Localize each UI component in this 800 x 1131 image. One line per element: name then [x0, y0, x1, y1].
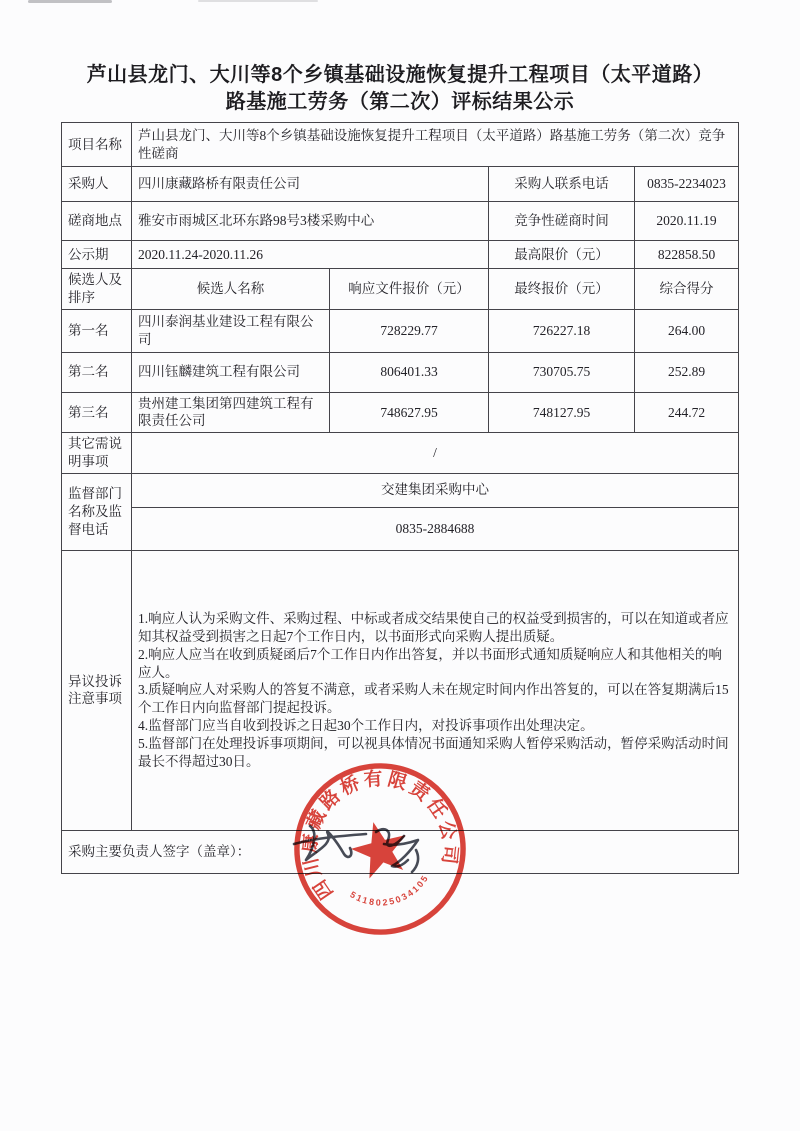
supervision-label: 监督部门名称及监督电话	[62, 473, 132, 550]
project-name-value: 芦山县龙门、大川等8个乡镇基础设施恢复提升工程项目（太平道路）路基施工劳务（第二次）竞争性磋商	[132, 123, 739, 167]
venue-label: 磋商地点	[62, 202, 132, 241]
document-title-line1: 芦山县龙门、大川等8个乡镇基础设施恢复提升工程项目（太平道路）	[86, 64, 714, 86]
svg-text:5118025034105	[347, 870, 436, 916]
objection-item: 3.质疑响应人对采购人的答复不满意，或者采购人未在规定时间内作出答复的，可以在答复期满后15个工作日内向监督部门提起投诉。	[138, 682, 729, 716]
candidate-doc-price: 728229.77	[330, 309, 489, 352]
candidate-row	[62, 309, 739, 352]
price-limit-value: 822858.50	[635, 241, 739, 269]
purchaser-value: 四川康藏路桥有限责任公司	[132, 167, 489, 202]
candidate-name: 四川钰麟建筑工程有限公司	[132, 352, 330, 392]
candidate-name: 四川泰润基业建设工程有限公司	[132, 309, 330, 352]
candidates-header-name: 候选人名称	[132, 269, 330, 310]
publicity-period-label: 公示期	[62, 241, 132, 269]
scan-artifact	[198, 0, 318, 2]
candidates-header-row	[62, 269, 739, 310]
objection-item: 4.监督部门应当自收到投诉之日起30个工作日内，对投诉事项作出处理决定。	[138, 718, 594, 734]
seal-number-text: 5118025034105	[348, 872, 431, 908]
purchaser-phone-label: 采购人联系电话	[489, 167, 635, 202]
candidates-header-doc-price: 响应文件报价（元）	[330, 269, 489, 310]
supervision-phone-row	[62, 507, 739, 550]
purchaser-label: 采购人	[62, 167, 132, 202]
objection-content	[132, 550, 739, 830]
candidate-name: 贵州建工集团第四建筑工程有限责任公司	[132, 392, 330, 433]
candidates-header-final-price: 最终报价（元）	[489, 269, 635, 310]
candidates-header-score: 综合得分	[635, 269, 739, 310]
candidate-row	[62, 352, 739, 392]
objection-item: 2.响应人应当在收到质疑函后7个工作日内作出答复，并以书面形式通知质疑响应人和其他相关的响应人。	[138, 646, 722, 680]
candidate-score: 264.00	[635, 309, 739, 352]
result-table	[61, 122, 739, 874]
supervision-dept-value: 交建集团采购中心	[132, 473, 739, 507]
price-limit-label: 最高限价（元）	[489, 241, 635, 269]
negotiation-time-label: 竞争性磋商时间	[489, 202, 635, 241]
objection-row	[62, 550, 739, 830]
signature-label: 采购主要负责人签字（盖章）：	[62, 830, 739, 873]
purchaser-row	[62, 167, 739, 202]
seal-company-text: 四川康藏路桥有限责任公司	[298, 767, 462, 904]
project-name-label: 项目名称	[62, 123, 132, 167]
scan-artifact	[28, 0, 112, 3]
negotiation-time-value: 2020.11.19	[635, 202, 739, 241]
objection-item: 5.监督部门在处理投诉事项期间，可以视具体情况书面通知采购人暂停采购活动，暂停采购活动时间最长不得超过30日。	[138, 735, 729, 769]
objection-item: 1.响应人认为采购文件、采购过程、中标或者成交结果使自己的权益受到损害的，可以在知道或者应知其权益受到损害之日起7个工作日内，以书面形式向采购人提出质疑。	[138, 611, 729, 645]
candidate-score: 244.72	[635, 392, 739, 433]
other-notes-row	[62, 433, 739, 474]
candidate-final-price: 726227.18	[489, 309, 635, 352]
candidate-rank: 第一名	[62, 309, 132, 352]
candidate-doc-price: 806401.33	[330, 352, 489, 392]
objection-label: 异议投诉注意事项	[62, 550, 132, 830]
venue-value: 雅安市雨城区北环东路98号3楼采购中心	[132, 202, 489, 241]
candidate-doc-price: 748627.95	[330, 392, 489, 433]
document-title	[0, 62, 800, 116]
candidates-rank-label: 候选人及排序	[62, 269, 132, 310]
candidate-rank: 第二名	[62, 352, 132, 392]
other-notes-label: 其它需说明事项	[62, 433, 132, 474]
purchaser-phone-value: 0835-2234023	[635, 167, 739, 202]
document-title-line2: 路基施工劳务（第二次）评标结果公示	[225, 91, 575, 113]
candidate-rank: 第三名	[62, 392, 132, 433]
candidate-row	[62, 392, 739, 433]
candidate-final-price: 748127.95	[489, 392, 635, 433]
venue-row	[62, 202, 739, 241]
candidate-final-price: 730705.75	[489, 352, 635, 392]
supervision-phone-value: 0835-2884688	[132, 507, 739, 550]
candidate-score: 252.89	[635, 352, 739, 392]
project-name-row	[62, 123, 739, 167]
other-notes-value: /	[132, 433, 739, 474]
publicity-period-value: 2020.11.24-2020.11.26	[132, 241, 489, 269]
publicity-period-row	[62, 241, 739, 269]
supervision-dept-row	[62, 473, 739, 507]
signature-row	[62, 830, 739, 873]
